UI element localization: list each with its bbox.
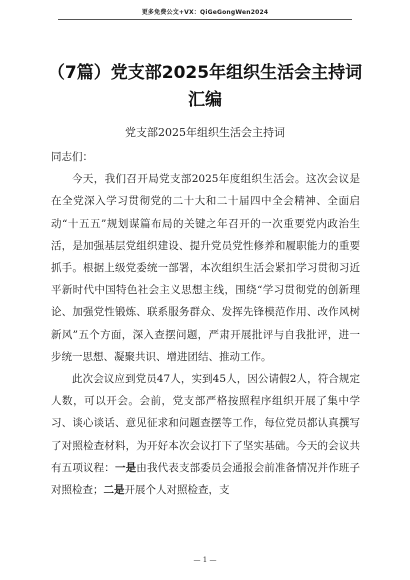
paragraph-2-text-3: 开展个人对照检查，支 bbox=[124, 484, 230, 497]
banner-divider bbox=[58, 19, 352, 20]
paragraph-1: 今天，我们召开局党支部2025年度组织生活会。这次会议是在全党深入学习贯彻党的二十大和二十届四中全会精神、全面启动“十五五”规划谋篇布局的关键之年召开的一次重要党内政治生活，是加强基层党组织建设、提升党员党性修养和履职能力的重要抓手。根据上级党委统一部署，本次组织生活会紧扣学习贯彻习近平新时代中国特色社会主义思想主线，围绕“学习贯彻党的创新理论、加强党性锻炼、联系服务群众、发挥先锋模范作用、改作风树新风”五个方面，深入查摆问题，严肃开展批评与自我批评，进一步统一思想、凝聚共识、增进团结、推动工作。 bbox=[51, 173, 360, 363]
paragraph-2-text-2: 由我代表支部委员会通报会前准备情况并作班子对照检查； bbox=[51, 461, 361, 497]
agenda-item-1-marker: 一是 bbox=[114, 461, 137, 474]
paragraph-2-text-1: 此次会议应到党员47人，实到45人，因公请假2人，符合规定人数，可以开会。会前，党支部严格按照程序组织开展了集中学习、谈心谈话、意见征求和问题查摆等工作，每位党员都认真撰写了对照检查材料，为开好本次会议打下了坚实基础。今天的会议共有五项议程： bbox=[51, 373, 360, 474]
document-title: （7篇）党支部2025年组织生活会主持词汇编 bbox=[47, 63, 363, 110]
top-banner: 更多免费公文+VX：QiGeGongWen2024 bbox=[141, 9, 269, 16]
paragraph-2 bbox=[51, 368, 360, 501]
document-subtitle: 党支部2025年组织生活会主持词 bbox=[125, 126, 285, 139]
salutation: 同志们： bbox=[51, 151, 93, 163]
agenda-item-2-marker: 二是 bbox=[103, 484, 125, 497]
page-number: — 1 — bbox=[193, 556, 217, 564]
document-body bbox=[51, 146, 360, 501]
